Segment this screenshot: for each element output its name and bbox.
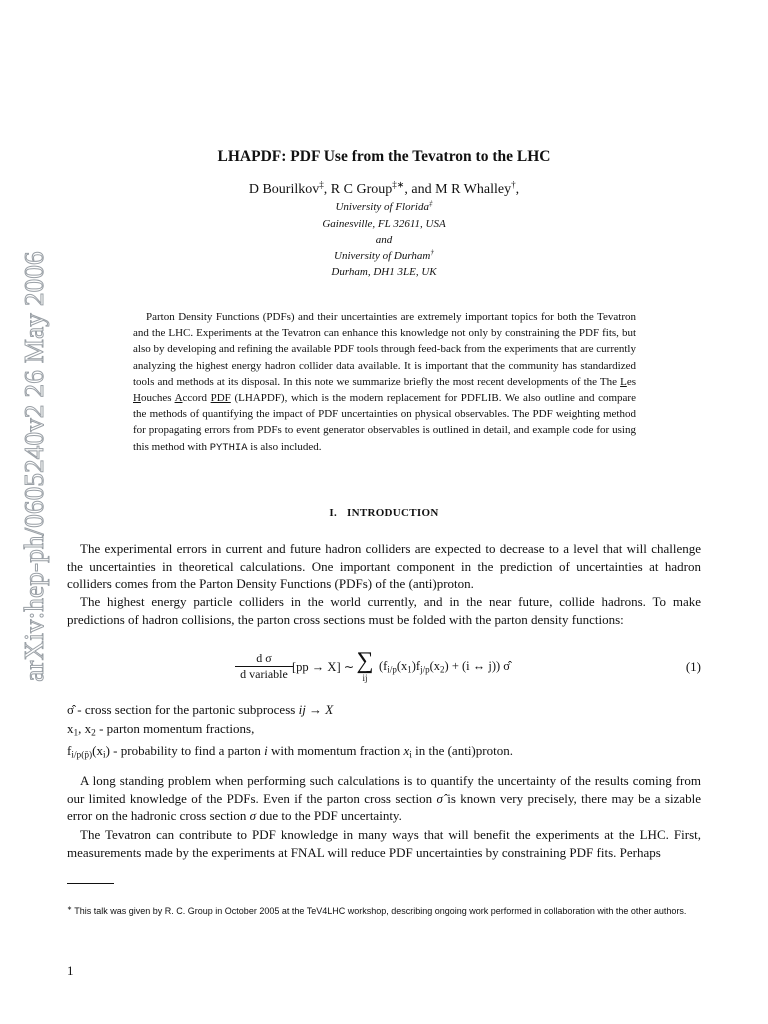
fraction-denominator: d variable bbox=[240, 667, 288, 681]
author-list bbox=[0, 179, 768, 198]
equation-rhs: ($f_{i/p}(x_1)f_{j/p}(x_2) + (i$ ↔ j)) σ̂ bbox=[379, 659, 511, 675]
definition-line: $f_{i/p(p̄)}(x_i)$ - probability to find a parton i with momentum fraction $x_i$ in the (anti)proton. bbox=[67, 743, 513, 761]
author-name: , R C Group bbox=[323, 182, 393, 197]
arxiv-identifier-stamp bbox=[12, 250, 56, 682]
affiliation-mark: ‡∗ bbox=[392, 179, 405, 190]
author-list-end: , bbox=[515, 182, 520, 197]
affiliation-line: Gainesville, FL 32611, USA bbox=[322, 218, 446, 230]
arxiv-id: arXiv:hep-ph/0605240v2 26 May 2006 bbox=[18, 250, 49, 682]
body-paragraph: The experimental errors in current and future hadron colliders are expected to decrease to a level that will challenge the uncertainties in theoretical calculations. One important component in the prediction of uncertainties at hadron colliders comes from the Parton Density Functions (PDFs) of the (anti)proton. bbox=[67, 541, 701, 592]
definition-line: $x_1$, $x_2$ - parton momentum fractions, bbox=[67, 720, 255, 738]
fraction-numerator: d σ bbox=[235, 651, 293, 667]
body-paragraph: The Tevatron can contribute to PDF knowledge in many ways that will benefit the experiments at the LHC. First, measurements made by the experiments at FNAL will reduce PDF uncertainties by constraining PDF fits. Perhaps bbox=[67, 827, 701, 860]
summation bbox=[355, 649, 375, 683]
affiliation-mark: ‡ bbox=[319, 179, 324, 190]
author-name: D Bourilkov bbox=[248, 182, 320, 197]
paper-title: LHAPDF: PDF Use from the Tevatron to the LHC bbox=[217, 148, 551, 165]
equation-fraction bbox=[235, 651, 293, 682]
summation-index: ij bbox=[362, 673, 368, 683]
affiliation-line: University of Durham† bbox=[334, 248, 434, 262]
equation-1 bbox=[67, 648, 701, 697]
equation-definitions bbox=[67, 701, 701, 765]
body-paragraph: The highest energy particle colliders in the world currently, and in the near future, collide hadrons. To make predictions of hadron collisions, the parton cross sections must be folded with the parton density functions: bbox=[67, 594, 701, 627]
affiliation-mark: † bbox=[511, 179, 516, 190]
affiliation-line: University of Florida‡ bbox=[335, 199, 433, 213]
footnote-divider bbox=[67, 883, 114, 884]
section-heading bbox=[0, 507, 768, 519]
affiliation-line: Durham, DH1 3LE, UK bbox=[331, 266, 437, 278]
author-name: , and M R Whalley bbox=[404, 182, 512, 197]
section-number: I. bbox=[329, 507, 337, 519]
affiliation-mark: † bbox=[430, 248, 434, 257]
definition-line: σ̂ - cross section for the partonic subprocess ij → X bbox=[67, 702, 334, 717]
footnote-mark: ∗ bbox=[67, 906, 72, 912]
affiliation-mark: ‡ bbox=[428, 199, 433, 208]
footnote bbox=[67, 905, 718, 918]
page-number: 1 bbox=[67, 963, 74, 978]
affiliation-conjunction: and bbox=[375, 234, 393, 246]
footnote-text: This talk was given by R. C. Group in October 2005 at the TeV4LHC workshop, describing ongoing work performed in collaboration with the other authors. bbox=[71, 906, 687, 916]
section-title: INTRODUCTION bbox=[347, 507, 439, 519]
abstract: Parton Density Functions (PDFs) and their uncertainties are extremely important topics for both the Tevatron and the LHC. Experiments at the Tevatron can enhance this knowledge not only by constraining the PDF fits, but also by developing and refining the available PDF tools through feed-back from the experiments that are currently analyzing the highest energy hadron collider data available. It is important that the community has standardized tools and methods at its disposal. In this note we summarize briefly the most recent developments of the The Les Houches Accord PDF (LHAPDF), which is the modern replacement for PDFLIB. We also outline and compare the methods of quantifying the impact of PDF uncertainties on physical observables. The PDF weighting method for propagating errors from PDFs to event generator observables is outlined in detail, and example code for using this method with PYTHIA is also included. bbox=[133, 311, 636, 454]
summation-symbol: ∑ bbox=[356, 648, 374, 674]
equation-number: (1) bbox=[685, 659, 701, 674]
equation-process: [pp → X] ∼ bbox=[292, 660, 355, 674]
body-paragraph: A long standing problem when performing such calculations is to quantify the uncertainty of the results coming from our limited knowledge of the PDFs. Even if the parton cross section σ̂ is known very precisely, there may be a sizable error on the hadronic cross section σ due to the PDF uncertainty. bbox=[67, 773, 702, 824]
pythia-code-name: PYTHIA bbox=[209, 441, 248, 454]
